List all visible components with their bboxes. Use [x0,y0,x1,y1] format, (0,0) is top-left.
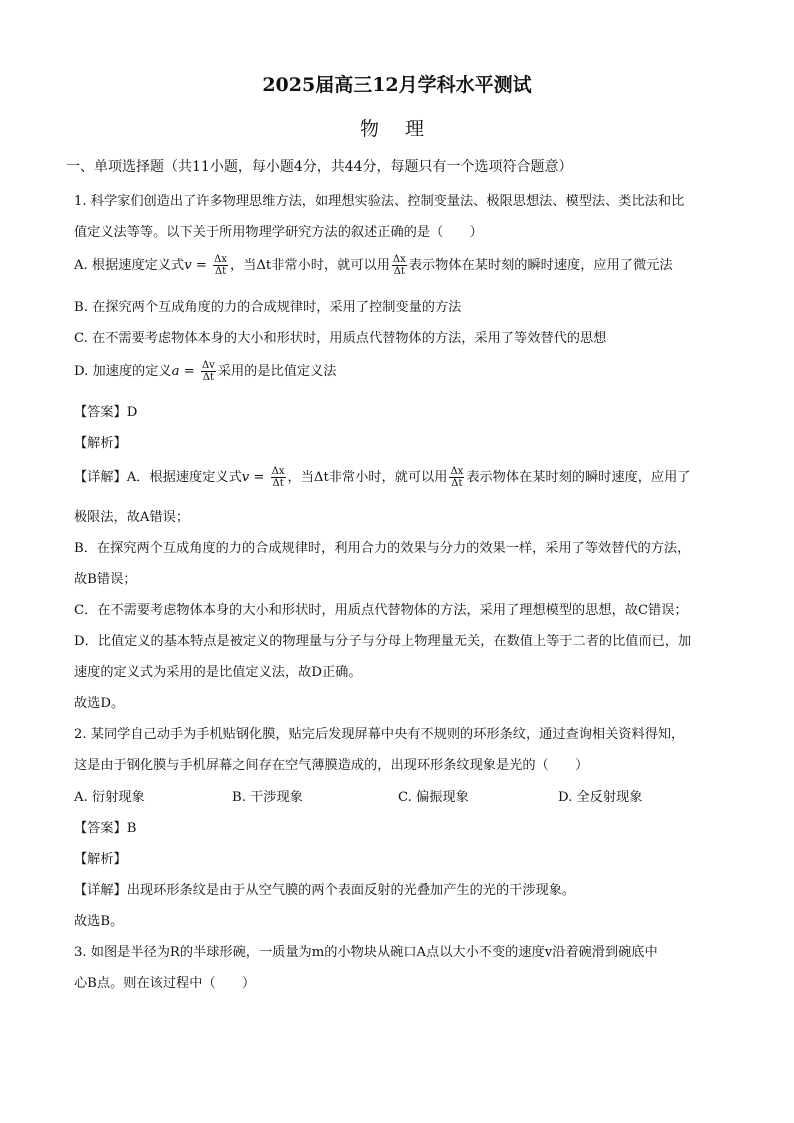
q2-option-b: B. 干涉现象 [232,790,303,805]
page-title: 2025届高三12月学科水平测试 [262,74,532,96]
q2-answer: 【答案】B [74,821,137,836]
q1-option-d-prefix: D. 加速度的定义 [74,364,172,379]
fraction-denominator: Δt [202,372,214,383]
q1-detail-d-line1: D．比值定义的基本特点是被定义的物理量与分子与分母上物理量无关，在数值上等于二者的比值而已，加 [74,634,692,649]
q1-option-c: C. 在不需要考虑物体本身的大小和形状时，用质点代替物体的方法，采用了等效替代的思想 [74,331,607,346]
fraction-denominator: Δt [272,478,284,489]
q2-analysis-label: 【解析】 [74,852,127,867]
q3-stem-line2: 心B点。则在该过程中（ ） [74,976,256,991]
dx-over-dt-fraction [213,254,228,277]
q1-conclusion: 故选D。 [74,696,125,711]
velocity-symbol: v [184,258,192,273]
q1-detail-middle: ，当Δt非常小时，就可以用 [287,470,448,485]
q1-detail-c: C．在不需要考虑物体本身的大小和形状时，用质点代替物体的方法，采用了理想模型的思想，故C错误； [74,603,688,618]
q1-option-d [74,360,337,383]
section-heading: 一、单项选择题（共11小题，每小题4分，共44分，每题只有一个选项符合题意） [66,159,573,175]
q2-option-c: C. 偏振现象 [398,790,469,805]
q2-detail: 【详解】出现环形条纹是由于从空气膜的两个表面反射的光叠加产生的光的干涉现象。 [74,883,576,898]
q1-detail-line1 [74,466,691,489]
q1-option-a [74,254,673,277]
q1-detail-prefix: 【详解】A．根据速度定义式 [74,470,242,485]
q1-detail-d-line2: 速度的定义式为采用的是比值定义法，故D正确。 [74,665,362,680]
acceleration-symbol: a [171,364,180,379]
fraction-numerator: Δx [450,466,464,477]
fraction-denominator: Δt [393,266,405,277]
velocity-symbol: v [241,470,250,485]
fraction-numerator: Δv [201,360,215,371]
q2-option-a: A. 衍射现象 [74,790,145,805]
dx-over-dt-fraction [392,254,407,277]
dx-over-dt-fraction [271,466,286,489]
q1-stem-line1: 1. 科学家们创造出了许多物理思维方法，如理想实验法、控制变量法、极限思想法、模型法、类比法和比 [74,194,685,209]
subject-title: 物 理 [359,118,435,140]
fraction-numerator: Δx [214,254,227,265]
q1-detail-suffix: 表示物体在某时刻的瞬时速度，应用了 [466,470,691,485]
equals-sign: = [249,470,269,485]
q1-detail-line2: 极限法，故A错误； [74,510,190,525]
fraction-numerator: Δx [271,466,285,477]
q2-stem-line1: 2. 某同学自己动手为手机贴钢化膜，贴完后发现屏幕中央有不规则的环形条纹，通过查询相关资料得知， [74,727,685,742]
fraction-numerator: Δx [392,254,406,265]
q1-answer: 【答案】D [74,405,138,420]
q1-option-a-middle: ，当Δt非常小时，就可以用 [230,258,390,273]
q2-option-d: D. 全反射现象 [558,790,643,805]
q3-stem-line1: 3. 如图是半径为R的半球形碗，一质量为m的小物块从碗口A点以大小不变的速度v沿着碗滑到碗底中 [74,945,658,960]
equals-sign: = [179,364,199,379]
q1-option-b: B. 在探究两个互成角度的力的合成规律时，采用了控制变量的方法 [74,300,462,315]
q1-option-d-suffix: 采用的是比值定义法 [217,364,337,379]
q1-stem-line2: 值定义法等等。以下关于所用物理学研究方法的叙述正确的是（ ） [74,225,483,240]
q1-option-a-prefix: A. 根据速度定义式 [74,258,185,273]
q2-conclusion: 故选B。 [74,914,124,929]
fraction-denominator: Δt [214,266,227,277]
fraction-denominator: Δt [451,478,463,489]
q1-analysis-label: 【解析】 [74,436,127,451]
q1-option-a-suffix: 表示物体在某时刻的瞬时速度，应用了微元法 [408,258,673,273]
dv-over-dt-fraction [201,360,216,383]
q1-detail-b-line2: 故B错误； [74,572,137,587]
q1-detail-b-line1: B．在探究两个互成角度的力的合成规律时，利用合力的效果与分力的效果一样，采用了等效替代的方法， [74,541,691,556]
dx-over-dt-fraction [449,466,464,489]
q2-stem-line2: 这是由于钢化膜与手机屏幕之间存在空气薄膜造成的，出现环形条纹现象是光的（ ） [74,758,589,773]
equals-sign: = [191,258,212,273]
